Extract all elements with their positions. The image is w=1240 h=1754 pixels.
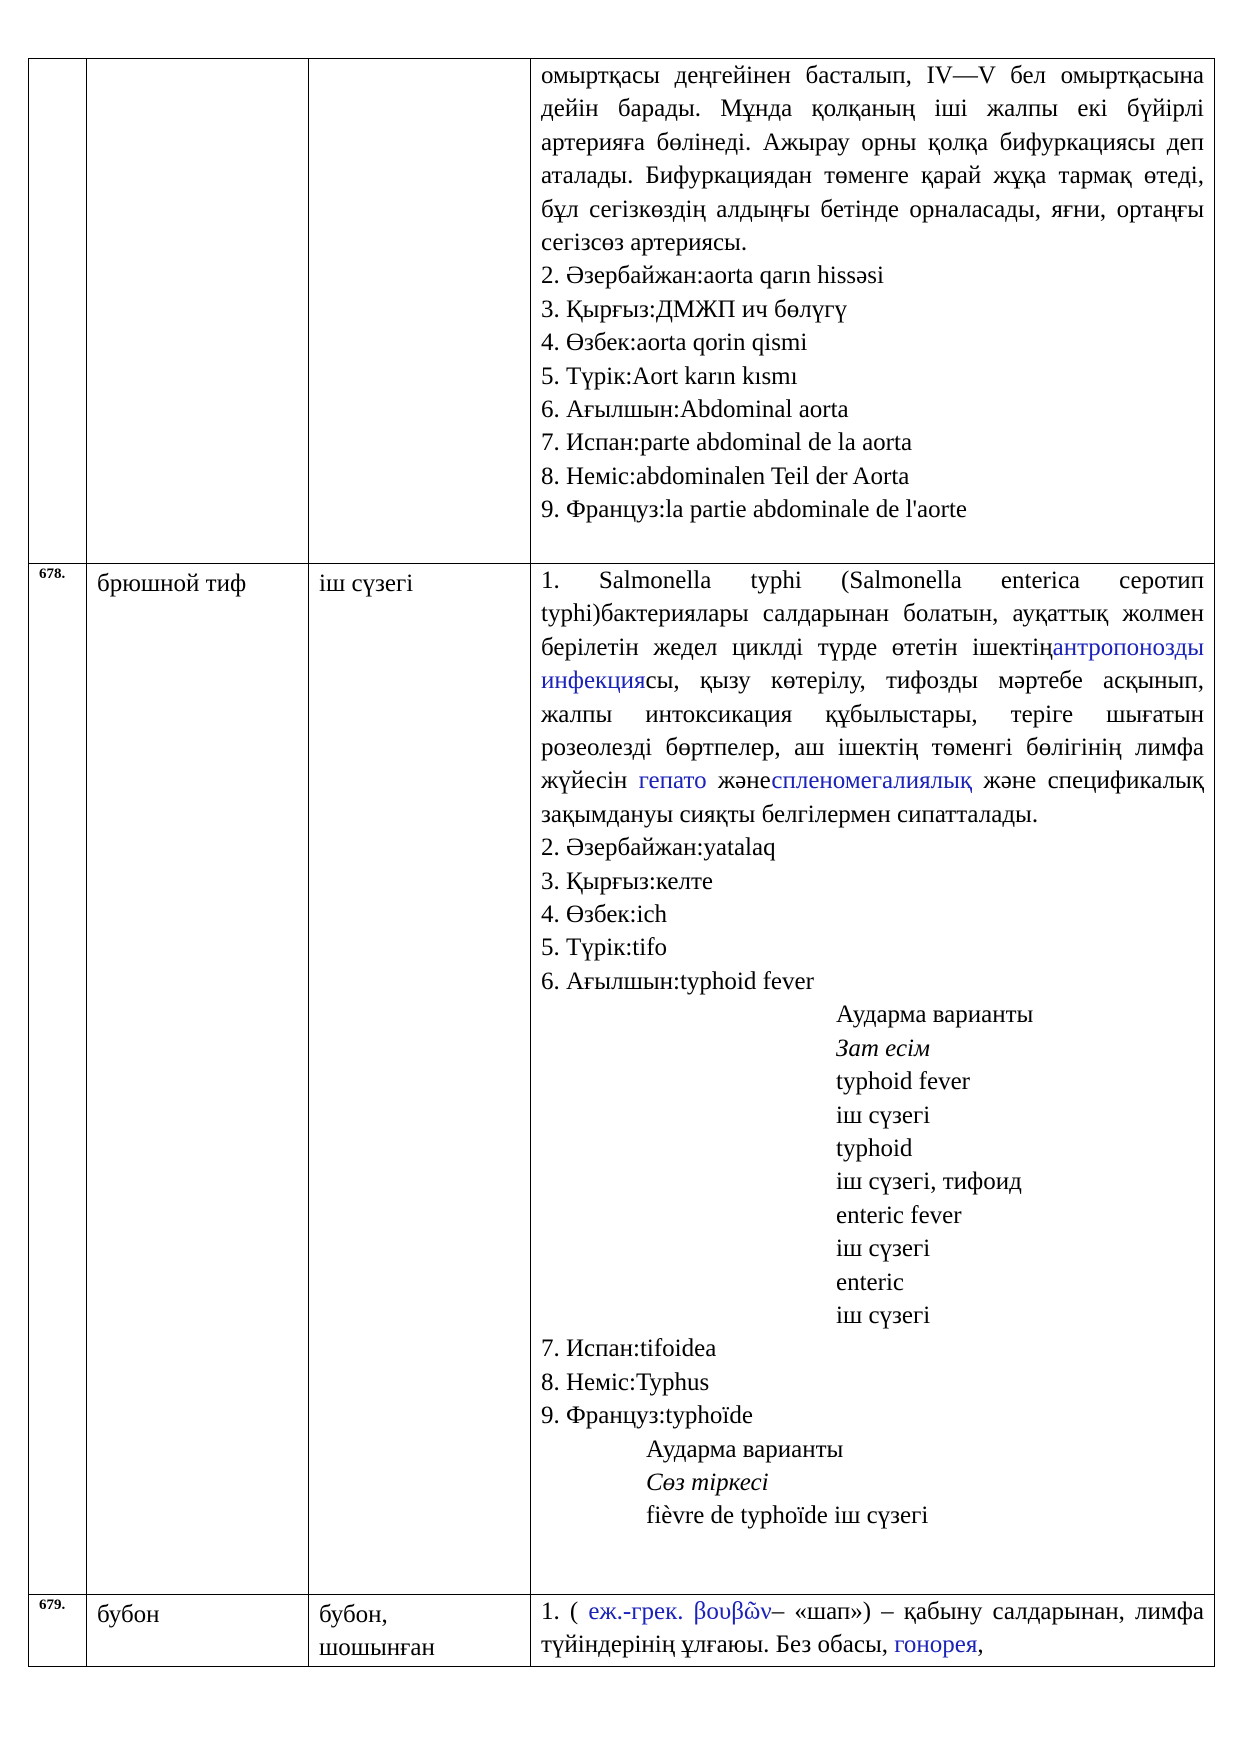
translation-line: 3. Қырғыз:келте: [541, 867, 713, 895]
link-etymology[interactable]: еж.-грек. βουβῶν: [588, 1598, 772, 1625]
part-of-speech: Зат есім: [836, 1034, 930, 1062]
translation-line: 5. Түрік:Aort karın kısmı: [541, 362, 798, 390]
russian-term: брюшной тиф: [87, 564, 309, 1595]
translation-line: 8. Неміс:abdominalen Teil der Aorta: [541, 462, 910, 490]
definition-cell: [531, 564, 1215, 1595]
variants-heading: Аударма варианты: [836, 1001, 1034, 1029]
entry-number: 678.: [29, 564, 87, 1595]
variant-item: іш сүзегі, тифоид: [836, 1168, 1022, 1196]
translation-line: 4. Өзбек:aorta qorin qismi: [541, 329, 808, 357]
entry-number: [29, 59, 87, 564]
definition-part: ,: [977, 1631, 984, 1659]
definition-part: – «шап») – қабыну салдарынан, лимфа түйіндерінің ұлғаюы. Без обасы,: [541, 1598, 1204, 1659]
translation-line: 9. Француз:la partie abdominale de l'aorte: [541, 496, 968, 524]
link-splenomegaly[interactable]: спленомегалиялық: [771, 767, 973, 795]
translation-line: 4. Өзбек:ich: [541, 901, 668, 929]
table-row: [29, 1595, 1215, 1667]
definition-part: 1. Salmonella typhi (Salmonella enterica серотип typhi)бактериялары салдарынан болатын, ауқаттық жолмен берілетін жедел циклді түрде өтетін ішектің: [541, 567, 1204, 661]
russian-term: [87, 59, 309, 564]
link-hepato[interactable]: гепато: [638, 767, 707, 795]
translation-line: 7. Испан:parte abdominal de la aorta: [541, 429, 913, 457]
variant-item: іш сүзегі: [836, 1235, 931, 1263]
definition-part: сы, қызу көтерілу, тифозды мәртебе асқынып, жалпы интоксикация құбылыстары, теріге шығатын розеолезді бөртпелер, аш ішектің төменгі бөлігінің лимфа жүйесін: [541, 667, 1204, 795]
definition-cell: [531, 59, 1215, 564]
translation-line: 5. Түрік:tifo: [541, 934, 668, 962]
kazakh-term: [309, 1595, 531, 1667]
translation-line: 2. Әзербайжан:yatalaq: [541, 834, 776, 862]
kazakh-term: [309, 59, 531, 564]
variant-item: іш сүзегі: [836, 1301, 931, 1329]
variant-item: typhoid fever: [836, 1068, 970, 1096]
table-row: [29, 564, 1215, 1595]
dictionary-table: [28, 58, 1215, 1667]
translation-line: 3. Қырғыз:ДМЖП ич бөлүгү: [541, 295, 847, 323]
variant-item: fièvre de typhoïde іш сүзегі: [646, 1502, 929, 1530]
translation-line: 8. Неміс:Typhus: [541, 1368, 710, 1396]
variant-item: enteric fever: [836, 1201, 962, 1229]
translation-line: 2. Әзербайжан:aorta qarın hissəsi: [541, 262, 884, 290]
variant-item: enteric: [836, 1268, 905, 1296]
link-anthroponotic-infection[interactable]: антропонозды инфекция: [541, 633, 1204, 695]
russian-term: бубон: [87, 1595, 309, 1667]
table-row: [29, 59, 1215, 564]
link-gonorrhea[interactable]: гонорея: [894, 1631, 978, 1659]
definition-part: және: [706, 767, 772, 795]
kazakh-term: іш сүзегі: [309, 564, 531, 1595]
definition-part: және спецификалық зақымдануы сияқты белгілермен сипатталады.: [541, 767, 1204, 828]
definition-text: омыртқасы деңгейінен басталып, IV—V бел омыртқасына дейін барады. Мұнда қолқаның іші жалпы екі бүйірлі артерияға бөлінеді. Ажырау орны қолқа бифуркациясы деп аталады. Бифуркациядан төменге қарай жұқа тармақ өтеді, бұл сегізкөздің алдыңғы бетінде орналасады, яғни, ортаңғы сегізсөз артериясы.: [541, 62, 1204, 257]
definition-part: 1. (: [541, 1598, 589, 1625]
kazakh-term-line: бубон,: [319, 1601, 388, 1628]
translation-line: 6. Ағылшын:Abdominal aorta: [541, 396, 849, 424]
translation-line: 6. Ағылшын:typhoid fever: [541, 967, 814, 995]
entry-number: 679.: [29, 1595, 87, 1667]
definition-text: [541, 564, 1204, 831]
variants-heading: Аударма варианты: [646, 1435, 844, 1463]
part-of-speech: Сөз тіркесі: [646, 1468, 769, 1496]
definition-cell: [531, 1595, 1215, 1667]
translation-line: 9. Француз:typhoïde: [541, 1402, 753, 1430]
kazakh-term-line: шошынған: [319, 1634, 435, 1661]
variant-item: typhoid: [836, 1134, 913, 1162]
definition-text: [541, 1595, 1204, 1662]
translation-line: 7. Испан:tifoidea: [541, 1335, 717, 1363]
variant-item: іш сүзегі: [836, 1101, 931, 1129]
